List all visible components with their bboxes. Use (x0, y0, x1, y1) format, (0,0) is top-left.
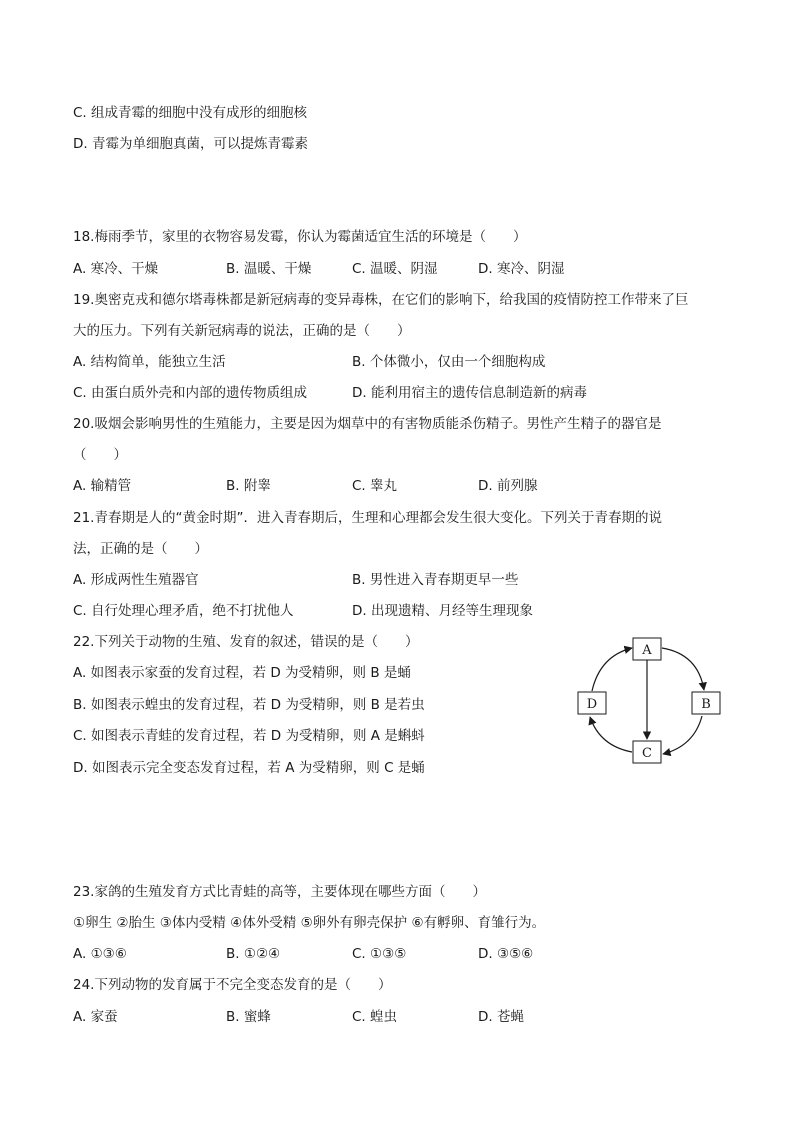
q23-stem: 23.家鸽的生殖发育方式比青蛙的高等，主要体现在哪些方面（ ） (73, 884, 486, 900)
q22-option-b: B. 如图表示蝗虫的发育过程，若 D 为受精卵，则 B 是若虫 (73, 697, 425, 713)
q19-option-c: C. 由蛋白质外壳和内部的遗传物质组成 (73, 385, 308, 401)
q24-option-a: A. 家蚕 (73, 1009, 118, 1025)
q23-option-c: C. ①③⑤ (352, 946, 407, 962)
q24-option-c: C. 蝗虫 (352, 1009, 398, 1025)
q23-option-b: B. ①②④ (226, 946, 281, 962)
q20-option-d: D. 前列腺 (478, 478, 538, 494)
label-d: D (586, 697, 598, 712)
q24-stem: 24.下列动物的发育属于不完全变态发育的是（ ） (73, 977, 392, 993)
q19-stem-line2: 大的压力。下列有关新冠病毒的说法，正确的是（ ） (73, 323, 411, 339)
q21-option-b: B. 男性进入青春期更早一些 (352, 572, 519, 588)
q20-option-c: C. 睾丸 (352, 478, 398, 494)
q22-stem: 22.下列关于动物的生殖、发育的叙述，错误的是（ ） (73, 634, 419, 650)
q19-option-a: A. 结构简单，能独立生活 (73, 354, 226, 370)
q24-option-b: B. 蜜蜂 (226, 1009, 271, 1025)
q23-choices: ①卵生 ②胎生 ③体内受精 ④体外受精 ⑤卵外有卵壳保护 ⑥有孵卵、育雏行为。 (73, 915, 546, 931)
q21-option-d: D. 出现遗精、月经等生理现象 (352, 603, 533, 619)
q18-option-b: B. 温暖、干燥 (226, 261, 312, 277)
q18-option-a: A. 寒冷、干燥 (73, 261, 159, 277)
q22-option-a: A. 如图表示家蚕的发育过程，若 D 为受精卵，则 B 是蛹 (73, 665, 411, 681)
q19-option-d: D. 能利用宿主的遗传信息制造新的病毒 (352, 385, 587, 401)
q18-option-c: C. 温暖、阴湿 (352, 261, 438, 277)
q20-option-b: B. 附睾 (226, 478, 271, 494)
q23-option-a: A. ①③⑥ (73, 946, 127, 962)
q18-stem: 18.梅雨季节，家里的衣物容易发霉，你认为霉菌适宜生活的环境是（ ） (73, 229, 527, 245)
life-cycle-diagram (570, 632, 730, 772)
q20-stem-line2: （ ） (73, 447, 127, 463)
q24-option-d: D. 苍蝇 (478, 1009, 524, 1025)
q20-stem-line1: 20.吸烟会影响男性的生殖能力，主要是因为烟草中的有害物质能杀伤精子。男性产生精子的器官是 (73, 416, 662, 432)
q17-option-d: D. 青霉为单细胞真菌，可以提炼青霉素 (73, 136, 308, 152)
label-c: C (642, 746, 652, 761)
arrow-c-to-d (590, 717, 632, 752)
q20-option-a: A. 输精管 (73, 478, 132, 494)
q19-option-b: B. 个体微小，仅由一个细胞构成 (352, 354, 546, 370)
q21-option-c: C. 自行处理心理矛盾，绝不打扰他人 (73, 603, 294, 619)
q21-stem-line1: 21.青春期是人的“黄金时期”．进入青春期后，生理和心理都会发生很大变化。下列关于青春期的说 (73, 510, 662, 526)
label-b: B (701, 697, 711, 712)
q22-option-d: D. 如图表示完全变态发育过程，若 A 为受精卵，则 C 是蛹 (73, 760, 425, 776)
arrow-d-to-a (592, 648, 632, 691)
q22-option-c: C. 如图表示青蛙的发育过程，若 D 为受精卵，则 A 是蝌蚪 (73, 728, 425, 744)
q17-option-c: C. 组成青霉的细胞中没有成形的细胞核 (73, 105, 308, 121)
arrow-a-to-b (662, 648, 704, 690)
label-a: A (642, 643, 652, 658)
q23-option-d: D. ③⑤⑥ (478, 946, 534, 962)
q18-option-d: D. 寒冷、阴湿 (478, 261, 565, 277)
arrow-b-to-c (663, 716, 702, 754)
q21-stem-line2: 法，正确的是（ ） (73, 541, 208, 557)
q19-stem-line1: 19.奥密克戎和德尔塔毒株都是新冠病毒的变异毒株，在它们的影响下，给我国的疫情防控工作带来了巨 (73, 292, 689, 308)
q21-option-a: A. 形成两性生殖器官 (73, 572, 199, 588)
